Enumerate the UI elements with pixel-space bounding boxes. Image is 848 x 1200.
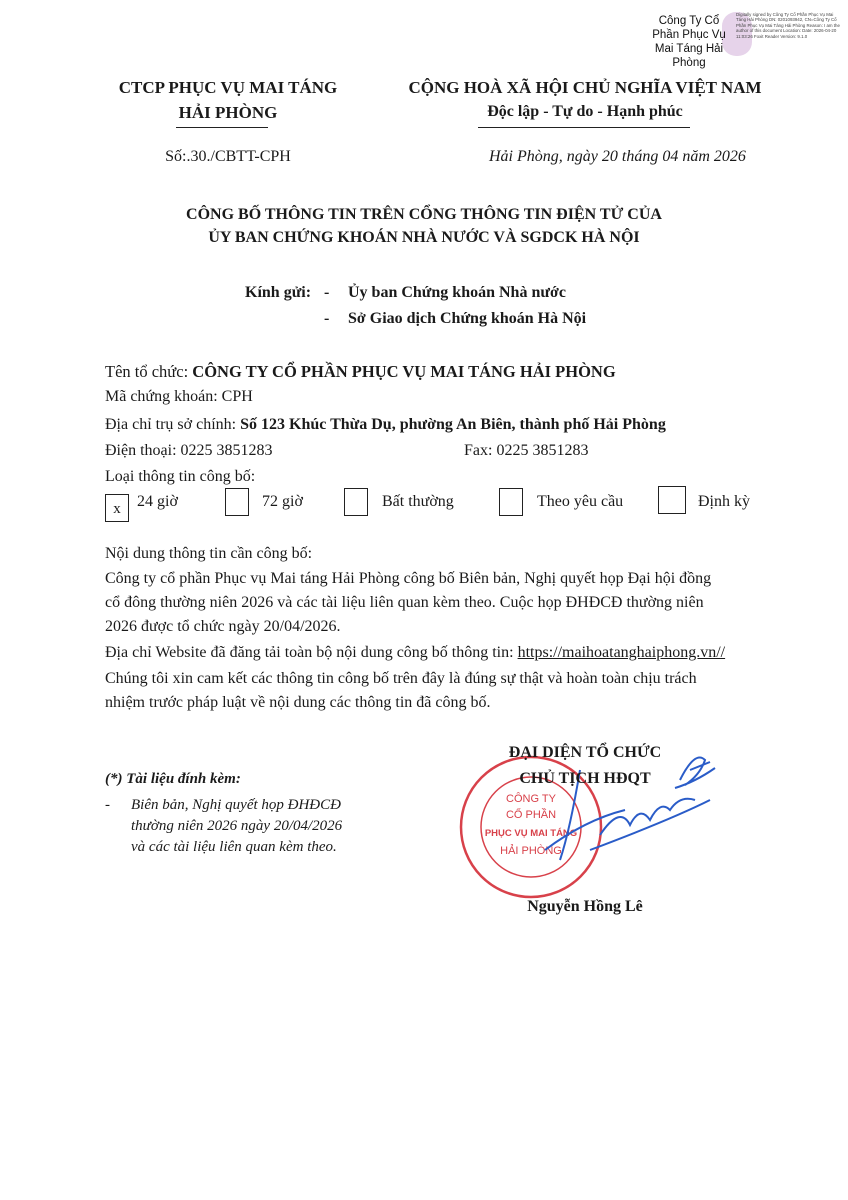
org-name-line [105, 362, 616, 382]
stamp-text: PHỤC VỤ MAI TÁNG [484, 828, 578, 839]
checkbox-24h[interactable] [105, 494, 129, 522]
content-p2-line: Chúng tôi xin cam kết các thông tin công bố trên đây là đúng sự thật và hoàn toàn chịu trách [105, 670, 697, 687]
checkbox-on-request[interactable] [499, 488, 523, 516]
website-label: Địa chỉ Website đã đăng tải toàn bộ nội dung công bố thông tin: [105, 644, 518, 661]
signer-full-name: Nguyễn Hồng Lê [527, 898, 643, 915]
checkbox-periodic[interactable] [658, 486, 686, 514]
recipient-dash: - [324, 284, 330, 301]
org-underline [176, 127, 268, 128]
content-p1-line: Công ty cổ phần Phục vụ Mai táng Hải Phòng công bố Biên bản, Nghị quyết họp Đại hội đồng [105, 570, 712, 587]
content-p1-line: 2026 được tổ chức ngày 20/04/2026. [105, 618, 341, 635]
content-p2-line: nhiệm trước pháp luật về nội dung các thông tin đã công bố. [105, 694, 491, 711]
address-line [105, 416, 666, 434]
checkbox-irregular[interactable] [344, 488, 368, 516]
org-value: CÔNG TY CỔ PHẦN PHỤC VỤ MAI TÁNG HẢI PHÒNG [192, 362, 616, 381]
attachment-line: thường niên 2026 ngày 20/04/2026 [131, 818, 343, 834]
content-p1-line: cổ đông thường niên 2026 và các tài liệu liên quan kèm theo. Cuộc họp ĐHĐCĐ thường niên [105, 594, 704, 611]
title-line-1: CÔNG BỐ THÔNG TIN TRÊN CỔNG THÔNG TIN ĐIỆN TỬ CỦA [186, 206, 662, 223]
phone: Điện thoại: 0225 3851283 [105, 442, 273, 459]
stamp-text: HẢI PHÒNG [500, 845, 562, 857]
stamp-text: CỔ PHẦN [505, 809, 557, 821]
digital-signature[interactable] [644, 12, 844, 69]
stamp-text: CÔNG TY [506, 793, 556, 805]
check-mark: x [113, 501, 121, 517]
signature-title-1: ĐẠI DIỆN TỔ CHỨC [508, 744, 662, 761]
type-72h-label: 72 giờ [262, 493, 303, 510]
info-type-label: Loại thông tin công bố: [105, 468, 256, 485]
recipient-dash: - [324, 310, 330, 327]
address-label: Địa chỉ trụ sở chính: [105, 416, 241, 433]
attachment-dash: - [105, 797, 110, 813]
website-link[interactable]: https://maihoatanghaiphong.vn// [517, 644, 726, 661]
signer-name: Công Ty Cổ Phần Phục Vụ Mai Táng Hải Phòng [652, 15, 726, 69]
stock-code: Mã chứng khoán: CPH [105, 388, 253, 405]
document-number: Số:.30./CBTT-CPH [165, 148, 291, 165]
address-value: Số 123 Khúc Thừa Dụ, phường An Biên, thành phố Hải Phòng [240, 416, 666, 433]
website-line [105, 644, 725, 662]
signature-details: Digitally signed by Công Ty Cổ Phần Phục Vụ Mai Táng Hải Phòng DN: 0201093942, CN=Công Ty Cổ Phần Phục Vụ Mai Táng Hải Phòng Reason: I am the author of this document Location: Date: 2026-04-20 11:03:26 Foxit Reader Version: 9.1.0 [736, 12, 840, 39]
checkbox-72h[interactable] [225, 488, 249, 516]
title-line-2: ỦY BAN CHỨNG KHOÁN NHÀ NƯỚC VÀ SGDCK HÀ NỘI [208, 229, 640, 246]
motto: Độc lập - Tự do - Hạnh phúc [487, 103, 683, 120]
attachment-line: Biên bản, Nghị quyết họp ĐHĐCĐ [131, 797, 341, 813]
type-periodic-label: Định kỳ [698, 493, 750, 510]
attachments-label: (*) Tài liệu đính kèm: [105, 771, 241, 787]
org-label: Tên tổ chức: [105, 362, 193, 381]
recipients-label: Kính gửi: [245, 284, 312, 301]
country-name: CỘNG HOÀ XÃ HỘI CHỦ NGHĨA VIỆT NAM [408, 78, 762, 97]
recipient-1: Ủy ban Chứng khoán Nhà nước [348, 284, 566, 301]
type-irregular-label: Bất thường [382, 493, 454, 510]
org-line-2: HẢI PHÒNG [178, 103, 278, 122]
org-line-1: CTCP PHỤC VỤ MAI TÁNG [118, 78, 338, 97]
signature-title-2: CHỦ TỊCH HĐQT [519, 770, 651, 787]
recipient-2: Sở Giao dịch Chứng khoán Hà Nội [348, 310, 587, 327]
motto-underline [478, 127, 690, 128]
type-on-request-label: Theo yêu cầu [537, 493, 624, 510]
content-label: Nội dung thông tin cần công bố: [105, 545, 313, 562]
attachment-line: và các tài liệu liên quan kèm theo. [131, 839, 337, 855]
type-24h-label: 24 giờ [137, 493, 178, 510]
fax: Fax: 0225 3851283 [464, 442, 589, 459]
place-date: Hải Phòng, ngày 20 tháng 04 năm 2026 [489, 148, 746, 165]
